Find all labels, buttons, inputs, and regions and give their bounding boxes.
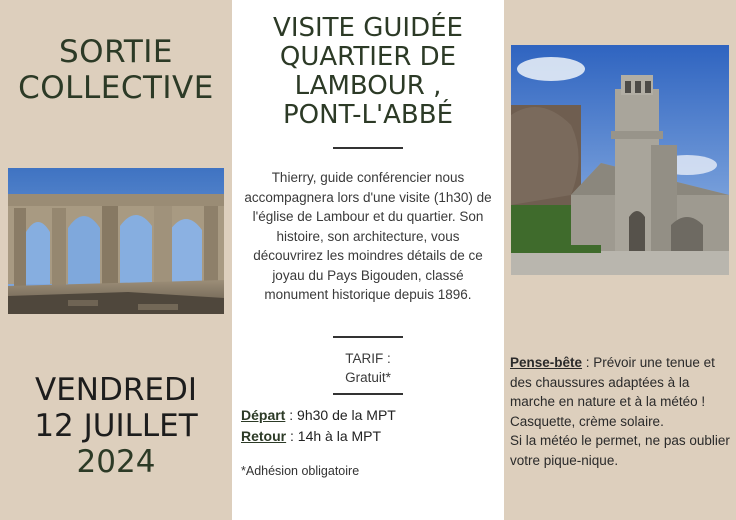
schedule [241, 405, 396, 447]
date-month: 12 JUILLET [34, 408, 198, 444]
tarif-value: Gratuit* [345, 370, 391, 385]
sortie-line2: COLLECTIVE [18, 70, 214, 106]
event-date [0, 372, 232, 480]
event-title [232, 14, 504, 130]
pense-bete-label: Pense-bête [510, 355, 583, 370]
title-line2: QUARTIER DE [279, 42, 457, 72]
church-tower-image [511, 45, 729, 275]
divider-bottom [333, 393, 403, 395]
divider-top [333, 147, 403, 149]
adhesion-note: *Adhésion obligatoire [241, 464, 360, 478]
pense-bete-first [510, 353, 732, 431]
title-line3: LAMBOUR , [294, 71, 442, 101]
date-day: VENDREDI [35, 372, 197, 408]
depart-line [241, 405, 396, 426]
title-line4: PONT-L'ABBÉ [283, 100, 453, 130]
event-description: Thierry, guide conférencier nous accompagnera lors d'une visite (1h30) de l'église de Lambour et du quartier. Son histoire, son architecture, vous découvrirez les moindres détails de ce joyau du Pays Bigouden, classé monument historique depuis 1896. [244, 170, 492, 302]
pense-bete-text2: Si la météo le permet, ne pas oublier votre pique-nique. [510, 433, 730, 468]
depart-value: : 9h30 de la MPT [285, 407, 396, 423]
pense-bete [510, 353, 732, 470]
sortie-heading [0, 34, 232, 106]
depart-label: Départ [241, 407, 286, 423]
tarif-block [232, 349, 504, 387]
divider-middle [333, 336, 403, 338]
title-line1: VISITE GUIDÉE [273, 13, 463, 43]
church-ruins-image [8, 168, 224, 314]
pense-bete-text1: : Prévoir une tenue et des chaussures adaptées à la marche en nature et à la météo ! Casquette, crème solaire. [510, 355, 715, 429]
church-ruins-photo [8, 168, 224, 314]
retour-value: : 14h à la MPT [286, 428, 382, 444]
date-year: 2024 [76, 444, 156, 480]
retour-label: Retour [241, 428, 287, 444]
church-tower-photo [511, 45, 729, 275]
tarif-label: TARIF : [345, 351, 391, 366]
retour-line [241, 426, 396, 447]
sortie-line1: SORTIE [58, 34, 174, 70]
